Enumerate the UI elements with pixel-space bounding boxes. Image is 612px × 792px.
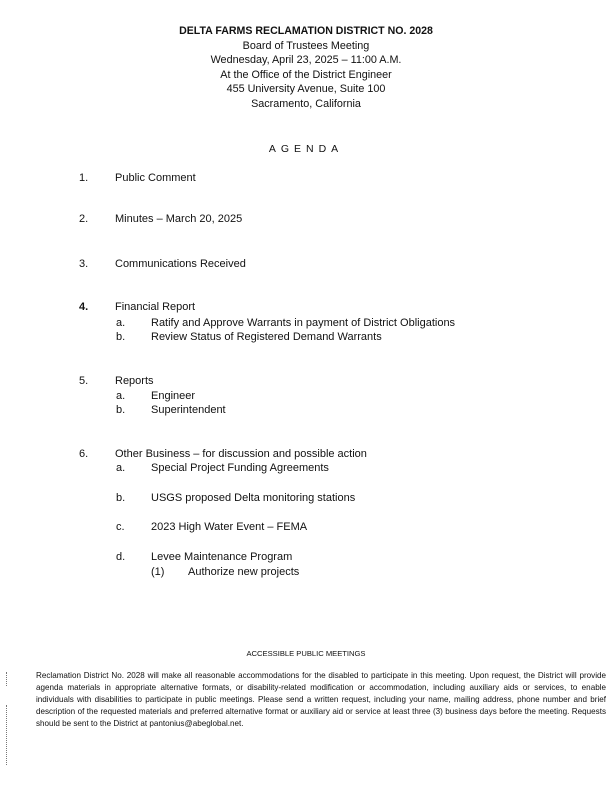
margin-artifact: [6, 705, 9, 765]
subitem-letter: c.: [116, 521, 125, 533]
meeting-location: At the Office of the District Engineer: [220, 68, 392, 81]
district-title: DELTA FARMS RECLAMATION DISTRICT NO. 2028: [179, 25, 433, 37]
subitem-label: 2023 High Water Event – FEMA: [151, 521, 308, 533]
item-number: 5.: [79, 375, 89, 387]
subitem-letter: b.: [116, 492, 126, 504]
subitem-label: Review Status of Registered Demand Warrants: [151, 331, 382, 343]
item-label: Minutes – March 20, 2025: [115, 213, 243, 225]
accessibility-title: ACCESSIBLE PUBLIC MEETINGS: [246, 649, 366, 658]
item-label: Communications Received: [115, 258, 246, 270]
subitem-label: Engineer: [151, 390, 196, 402]
subsubitem-marker: (1): [151, 566, 165, 578]
accessibility-notice: Reclamation District No. 2028 will make all reasonable accommodations for the disabled to participate in this meeting. Upon request, the District will provide agenda materials in appropriate alternative formats, or disability-related modification or accommodation, including auxiliary aids or services, to enable individuals with disabilities to participate in public meetings. Please send a written request, including your name, mailing address, phone number and brief description of the requested materials and preferred alternative format or auxiliary aid or service at least three (3) business days before the meeting. Requests should be sent to the District at pantonius@abeglobal.net.: [36, 671, 606, 729]
item-label: Financial Report: [115, 301, 196, 313]
subitem-label: Levee Maintenance Program: [151, 551, 293, 563]
meeting-address-1: 455 University Avenue, Suite 100: [226, 83, 386, 96]
subitem-label: Special Project Funding Agreements: [151, 462, 329, 474]
subitem-letter: a.: [116, 390, 126, 402]
subsubitem-label: Authorize new projects: [188, 566, 300, 578]
agenda-header: [0, 24, 612, 112]
subitem-label: Ratify and Approve Warrants in payment of District Obligations: [151, 317, 456, 329]
item-number: 2.: [79, 213, 89, 225]
subitem-letter: b.: [116, 331, 126, 343]
item-number: 4.: [79, 301, 89, 313]
subitem-letter: a.: [116, 317, 126, 329]
subitem-letter: a.: [116, 462, 126, 474]
agenda-heading: AGENDA: [268, 143, 344, 155]
item-label: Reports: [115, 375, 154, 387]
item-label: Public Comment: [115, 172, 196, 184]
subitem-label: USGS proposed Delta monitoring stations: [151, 492, 356, 504]
item-number: 6.: [79, 448, 89, 460]
margin-artifact: [6, 672, 9, 686]
item-label: Other Business – for discussion and possible action: [115, 448, 367, 460]
subitem-letter: b.: [116, 404, 126, 416]
subitem-label: Superintendent: [151, 404, 226, 416]
item-number: 3.: [79, 258, 89, 270]
meeting-subtitle: Board of Trustees Meeting: [242, 39, 370, 52]
subitem-letter: d.: [116, 551, 126, 563]
meeting-address-2: Sacramento, California: [251, 97, 361, 110]
item-number: 1.: [79, 172, 89, 184]
meeting-datetime: Wednesday, April 23, 2025 – 11:00 A.M.: [210, 54, 402, 67]
